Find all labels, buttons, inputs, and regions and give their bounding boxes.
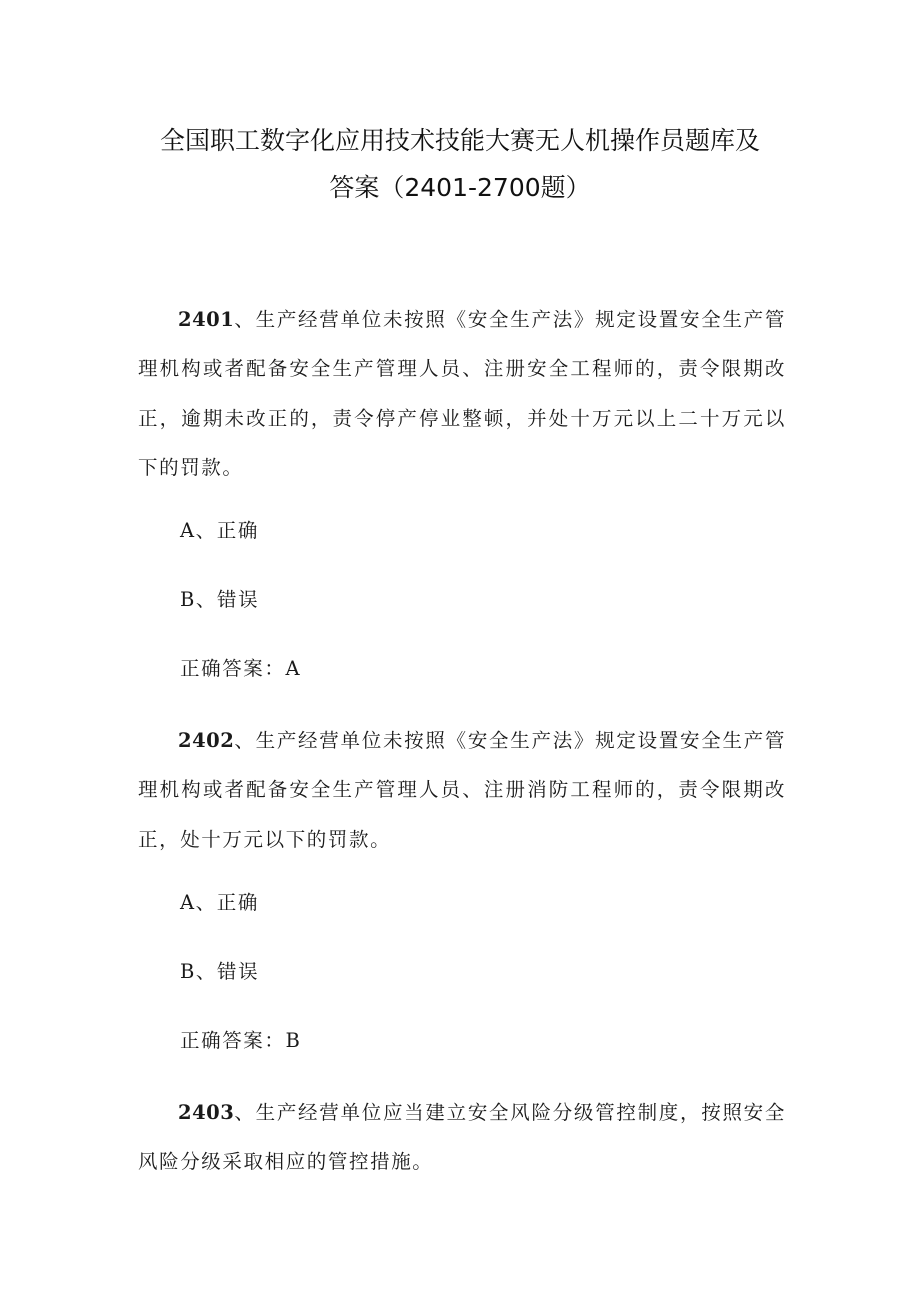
document-title-line-2: 答案（2401-2700题） (329, 173, 591, 202)
document-title-line-1: 全国职工数字化应用技术技能大赛无人机操作员题库及 (159, 126, 760, 155)
question-text: 、生产经营单位未按照《安全生产法》规定设置安全生产管理机构或者配备安全生产管理人员、注册消防工程师的，责令限期改正，处十万元以下的罚款。 (138, 729, 786, 851)
question-2403 (138, 1088, 786, 1187)
question-number: 2402 (178, 729, 235, 752)
question-2402-answer: 正确答案：B (180, 1029, 302, 1052)
question-number: 2403 (178, 1101, 235, 1124)
question-2401-option-b: B、错误 (180, 588, 260, 611)
question-2402-option-a: A、正确 (180, 891, 259, 914)
question-text: 、生产经营单位应当建立安全风险分级管控制度，按照安全风险分级采取相应的管控措施。 (138, 1101, 786, 1174)
question-2402 (138, 716, 786, 864)
question-2401-option-a: A、正确 (180, 519, 259, 542)
question-2401 (138, 295, 786, 492)
question-2401-answer: 正确答案：A (180, 657, 302, 680)
question-text: 、生产经营单位未按照《安全生产法》规定设置安全生产管理机构或者配备安全生产管理人员、注册安全工程师的，责令限期改正，逾期未改正的，责令停产停业整顿，并处十万元以上二十万元以下的罚款。 (138, 308, 786, 479)
question-2402-option-b: B、错误 (180, 960, 260, 983)
question-number: 2401 (178, 308, 235, 331)
